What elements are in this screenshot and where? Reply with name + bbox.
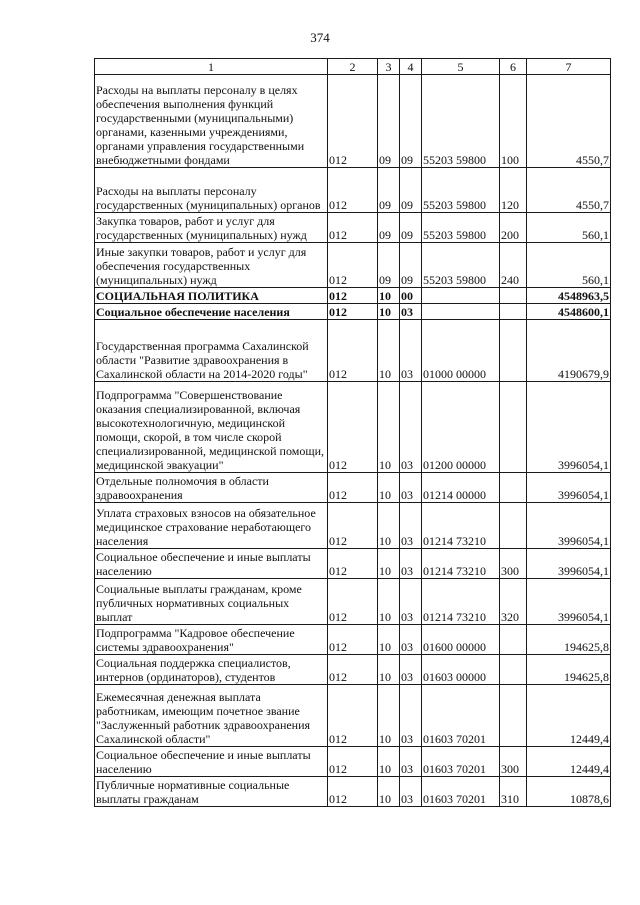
ministry-code-cell: 012 bbox=[328, 777, 378, 807]
table-row bbox=[95, 320, 611, 382]
subsection-code-cell: 03 bbox=[400, 503, 422, 549]
section-code-cell: 10 bbox=[378, 288, 400, 304]
row-name-cell: Расходы на выплаты персоналу государственных (муниципальных) органов bbox=[95, 168, 328, 213]
subsection-code-cell: 09 bbox=[400, 168, 422, 213]
target-code-cell: 01214 00000 bbox=[422, 473, 500, 503]
subsection-code-cell: 03 bbox=[400, 685, 422, 747]
amount-cell: 4550,7 bbox=[527, 168, 611, 213]
subsection-code-cell: 03 bbox=[400, 382, 422, 473]
section-code-cell: 10 bbox=[378, 320, 400, 382]
column-header: 2 bbox=[328, 59, 378, 75]
section-code-cell: 09 bbox=[378, 213, 400, 243]
table-row bbox=[95, 213, 611, 243]
subsection-code-cell: 03 bbox=[400, 747, 422, 777]
column-header: 4 bbox=[400, 59, 422, 75]
table-row bbox=[95, 579, 611, 625]
amount-cell: 560,1 bbox=[527, 243, 611, 288]
amount-cell: 4548963,5 bbox=[527, 288, 611, 304]
amount-cell: 560,1 bbox=[527, 213, 611, 243]
ministry-code-cell: 012 bbox=[328, 382, 378, 473]
ministry-code-cell: 012 bbox=[328, 503, 378, 549]
expense-type-cell: 100 bbox=[500, 75, 527, 168]
table-row bbox=[95, 503, 611, 549]
row-name-cell: Государственная программа Сахалинской области "Развитие здравоохранения в Сахалинской области на 2014-2020 годы" bbox=[95, 320, 328, 382]
table-row bbox=[95, 747, 611, 777]
subsection-code-cell: 09 bbox=[400, 243, 422, 288]
section-code-cell: 10 bbox=[378, 549, 400, 579]
subsection-code-cell: 09 bbox=[400, 213, 422, 243]
section-code-cell: 10 bbox=[378, 625, 400, 655]
row-name-cell: Иные закупки товаров, работ и услуг для обеспечения государственных (муниципальных) нужд bbox=[95, 243, 328, 288]
row-name-cell: Расходы на выплаты персоналу в целях обеспечения выполнения функций государственными (муниципальными) органами, казенными учреждениями, органами управления государственными внебюджетными фондами bbox=[95, 75, 328, 168]
amount-cell: 4548600,1 bbox=[527, 304, 611, 320]
section-code-cell: 10 bbox=[378, 685, 400, 747]
amount-cell: 3996054,1 bbox=[527, 382, 611, 473]
target-code-cell: 55203 59800 bbox=[422, 75, 500, 168]
ministry-code-cell: 012 bbox=[328, 304, 378, 320]
subsection-code-cell: 03 bbox=[400, 304, 422, 320]
section-code-cell: 10 bbox=[378, 655, 400, 685]
expense-type-cell: 240 bbox=[500, 243, 527, 288]
target-code-cell: 01200 00000 bbox=[422, 382, 500, 473]
expense-type-cell: 310 bbox=[500, 777, 527, 807]
target-code-cell bbox=[422, 288, 500, 304]
page-number: 374 bbox=[310, 30, 330, 45]
target-code-cell: 01603 00000 bbox=[422, 655, 500, 685]
ministry-code-cell: 012 bbox=[328, 473, 378, 503]
column-header: 3 bbox=[378, 59, 400, 75]
row-name-cell: Социальное обеспечение населения bbox=[95, 304, 328, 320]
column-header: 7 bbox=[527, 59, 611, 75]
ministry-code-cell: 012 bbox=[328, 579, 378, 625]
amount-cell: 194625,8 bbox=[527, 625, 611, 655]
target-code-cell: 01603 70201 bbox=[422, 777, 500, 807]
section-code-cell: 10 bbox=[378, 382, 400, 473]
ministry-code-cell: 012 bbox=[328, 213, 378, 243]
section-code-cell: 10 bbox=[378, 503, 400, 549]
expense-type-cell bbox=[500, 382, 527, 473]
subsection-code-cell: 03 bbox=[400, 549, 422, 579]
amount-cell: 4190679,9 bbox=[527, 320, 611, 382]
expense-type-cell bbox=[500, 320, 527, 382]
table-row bbox=[95, 777, 611, 807]
ministry-code-cell: 012 bbox=[328, 625, 378, 655]
subsection-code-cell: 03 bbox=[400, 625, 422, 655]
budget-table bbox=[94, 58, 611, 807]
header-row bbox=[95, 59, 611, 75]
table-row bbox=[95, 625, 611, 655]
ministry-code-cell: 012 bbox=[328, 685, 378, 747]
row-name-cell: Социальное обеспечение и иные выплаты населению bbox=[95, 747, 328, 777]
table-row bbox=[95, 288, 611, 304]
section-code-cell: 09 bbox=[378, 243, 400, 288]
table-row bbox=[95, 382, 611, 473]
ministry-code-cell: 012 bbox=[328, 288, 378, 304]
table-row bbox=[95, 473, 611, 503]
section-code-cell: 10 bbox=[378, 777, 400, 807]
amount-cell: 3996054,1 bbox=[527, 549, 611, 579]
target-code-cell: 01600 00000 bbox=[422, 625, 500, 655]
row-name-cell: Отдельные полномочия в области здравоохранения bbox=[95, 473, 328, 503]
target-code-cell: 01603 70201 bbox=[422, 747, 500, 777]
table-row bbox=[95, 75, 611, 168]
target-code-cell: 55203 59800 bbox=[422, 168, 500, 213]
section-code-cell: 09 bbox=[378, 75, 400, 168]
amount-cell: 10878,6 bbox=[527, 777, 611, 807]
subsection-code-cell: 03 bbox=[400, 777, 422, 807]
subsection-code-cell: 03 bbox=[400, 579, 422, 625]
section-code-cell: 10 bbox=[378, 747, 400, 777]
subsection-code-cell: 00 bbox=[400, 288, 422, 304]
subsection-code-cell: 09 bbox=[400, 75, 422, 168]
target-code-cell bbox=[422, 304, 500, 320]
expense-type-cell: 300 bbox=[500, 747, 527, 777]
ministry-code-cell: 012 bbox=[328, 320, 378, 382]
column-header: 1 bbox=[95, 59, 328, 75]
ministry-code-cell: 012 bbox=[328, 168, 378, 213]
section-code-cell: 10 bbox=[378, 304, 400, 320]
expense-type-cell: 300 bbox=[500, 549, 527, 579]
subsection-code-cell: 03 bbox=[400, 473, 422, 503]
expense-type-cell bbox=[500, 503, 527, 549]
expense-type-cell bbox=[500, 685, 527, 747]
row-name-cell: Социальная поддержка специалистов, интернов (ординаторов), студентов bbox=[95, 655, 328, 685]
row-name-cell: СОЦИАЛЬНАЯ ПОЛИТИКА bbox=[95, 288, 328, 304]
target-code-cell: 01214 73210 bbox=[422, 549, 500, 579]
row-name-cell: Ежемесячная денежная выплата работникам, имеющим почетное звание "Заслуженный работник здравоохранения Сахалинской области" bbox=[95, 685, 328, 747]
expense-type-cell: 200 bbox=[500, 213, 527, 243]
amount-cell: 3996054,1 bbox=[527, 503, 611, 549]
row-name-cell: Подпрограмма "Кадровое обеспечение системы здравоохранения" bbox=[95, 625, 328, 655]
row-name-cell: Социальное обеспечение и иные выплаты населению bbox=[95, 549, 328, 579]
row-name-cell: Закупка товаров, работ и услуг для государственных (муниципальных) нужд bbox=[95, 213, 328, 243]
column-header: 5 bbox=[422, 59, 500, 75]
row-name-cell: Публичные нормативные социальные выплаты гражданам bbox=[95, 777, 328, 807]
section-code-cell: 10 bbox=[378, 579, 400, 625]
expense-type-cell bbox=[500, 288, 527, 304]
ministry-code-cell: 012 bbox=[328, 243, 378, 288]
table-row bbox=[95, 549, 611, 579]
table-row bbox=[95, 168, 611, 213]
subsection-code-cell: 03 bbox=[400, 655, 422, 685]
amount-cell: 3996054,1 bbox=[527, 579, 611, 625]
target-code-cell: 01000 00000 bbox=[422, 320, 500, 382]
expense-type-cell: 120 bbox=[500, 168, 527, 213]
target-code-cell: 01214 73210 bbox=[422, 579, 500, 625]
table-row bbox=[95, 243, 611, 288]
target-code-cell: 01214 73210 bbox=[422, 503, 500, 549]
amount-cell: 194625,8 bbox=[527, 655, 611, 685]
row-name-cell: Подпрограмма "Совершенствование оказания специализированной, включая высокотехнологичную, медицинской помощи, скорой, в том числе скорой специализированной, медицинской помощи, медицинской эвакуации" bbox=[95, 382, 328, 473]
expense-type-cell bbox=[500, 473, 527, 503]
amount-cell: 12449,4 bbox=[527, 747, 611, 777]
expense-type-cell: 320 bbox=[500, 579, 527, 625]
ministry-code-cell: 012 bbox=[328, 747, 378, 777]
amount-cell: 3996054,1 bbox=[527, 473, 611, 503]
ministry-code-cell: 012 bbox=[328, 75, 378, 168]
table-row bbox=[95, 655, 611, 685]
table-row bbox=[95, 685, 611, 747]
table-body bbox=[95, 75, 611, 807]
expense-type-cell bbox=[500, 304, 527, 320]
row-name-cell: Уплата страховых взносов на обязательное медицинское страхование неработающего населения bbox=[95, 503, 328, 549]
row-name-cell: Социальные выплаты гражданам, кроме публичных нормативных социальных выплат bbox=[95, 579, 328, 625]
target-code-cell: 55203 59800 bbox=[422, 243, 500, 288]
subsection-code-cell: 03 bbox=[400, 320, 422, 382]
expense-type-cell bbox=[500, 655, 527, 685]
target-code-cell: 01603 70201 bbox=[422, 685, 500, 747]
section-code-cell: 10 bbox=[378, 473, 400, 503]
amount-cell: 12449,4 bbox=[527, 685, 611, 747]
table-row bbox=[95, 304, 611, 320]
column-header: 6 bbox=[500, 59, 527, 75]
target-code-cell: 55203 59800 bbox=[422, 213, 500, 243]
expense-type-cell bbox=[500, 625, 527, 655]
ministry-code-cell: 012 bbox=[328, 549, 378, 579]
ministry-code-cell: 012 bbox=[328, 655, 378, 685]
section-code-cell: 09 bbox=[378, 168, 400, 213]
amount-cell: 4550,7 bbox=[527, 75, 611, 168]
